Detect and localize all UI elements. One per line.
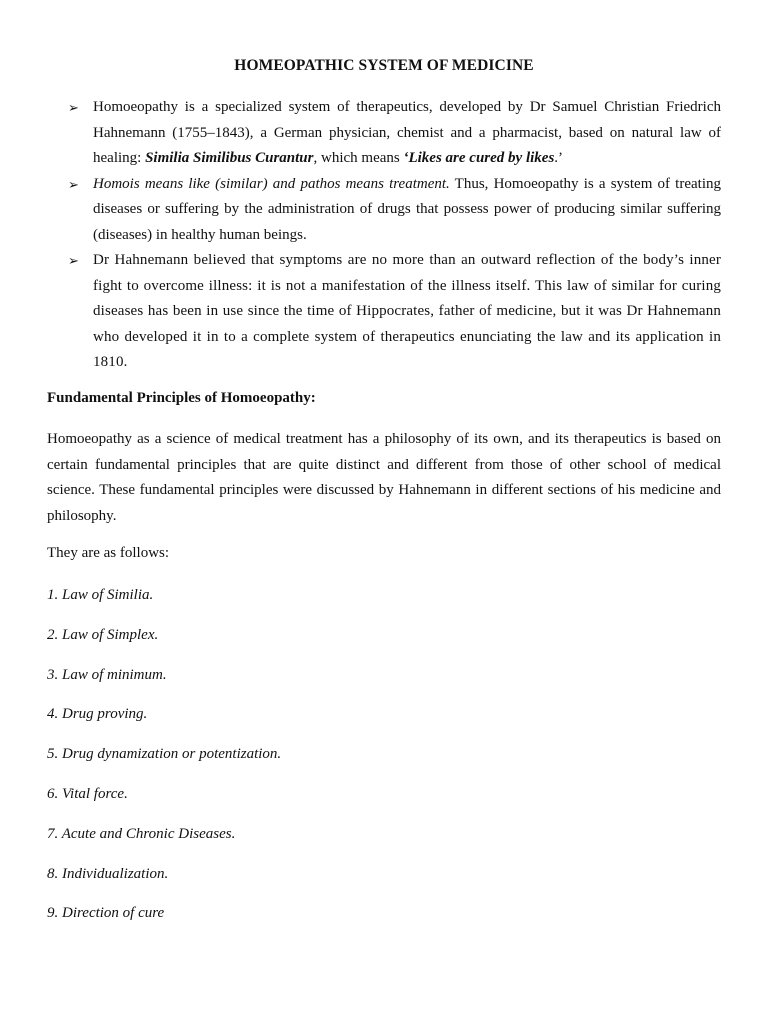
bullet-item xyxy=(68,172,721,249)
etymology-text: Homois means like (similar) and pathos means treatment. xyxy=(93,175,450,192)
bullet-item xyxy=(68,95,721,172)
bullet-text: Homoeopathy is a specialized system of therapeutics, developed by Dr Samuel Christian Friedrich Hahnemann (1755–1843), a German physician, chemist and a pharmacist, based on natural law of healing: xyxy=(93,99,721,166)
arrow-bullet-icon: ➢ xyxy=(68,253,80,268)
bullet-text: Dr Hahnemann believed that symptoms are no more than an outward reflection of the body’s inner fight to overcome illness: it is not a manifestation of the illness itself. This law of similar for curing diseases has been in use since the time of Hippocrates, father of medicine, but it was Dr Hahnemann who developed it in to a complete system of therapeutics enunciating the law and its application in 1810. xyxy=(93,252,721,370)
principle-item: 6. Vital force. xyxy=(47,785,128,802)
principle-item: 1. Law of Similia. xyxy=(47,587,154,603)
bullet-text: , which means xyxy=(313,150,404,166)
principle-item: 9. Direction of cure xyxy=(47,905,165,922)
bullet-item xyxy=(68,248,721,376)
principle-item: 8. Individualization. xyxy=(47,865,169,882)
intro-bullet-list xyxy=(68,95,721,376)
principle-item: 3. Law of minimum. xyxy=(47,666,167,683)
arrow-bullet-icon: ➢ xyxy=(68,100,79,115)
section-heading: Fundamental Principles of Homoeopathy: xyxy=(47,390,316,406)
principle-item: 2. Law of Simplex. xyxy=(47,626,159,643)
principle-item: 7. Acute and Chronic Diseases. xyxy=(47,825,236,842)
motto-translation: ‘Likes are cured by likes xyxy=(403,150,555,166)
document-title: HOMEOPATHIC SYSTEM OF MEDICINE xyxy=(234,57,534,74)
bullet-text: Thus, Homoeopathy is a system of treating diseases or suffering by the administration of drugs that possess power of producing similar suffering (diseases) in healthy human beings. xyxy=(93,175,721,243)
list-intro: They are as follows: xyxy=(47,545,170,561)
principles-list xyxy=(47,585,281,943)
principle-item: 4. Drug proving. xyxy=(47,706,148,723)
body-paragraph: Homoeopathy as a science of medical treatment has a philosophy of its own, and its therapeutics is based on certain fundamental principles that are quite distinct and different from those of other school of medical science. These fundamental principles were discussed by Hahnemann in different sections of his medicine and philosophy. xyxy=(47,431,721,524)
latin-motto: Similia Similibus Curantur xyxy=(145,150,314,166)
principle-item: 5. Drug dynamization or potentization. xyxy=(47,746,282,763)
bullet-text: .’ xyxy=(554,150,564,166)
arrow-bullet-icon: ➢ xyxy=(68,176,79,192)
